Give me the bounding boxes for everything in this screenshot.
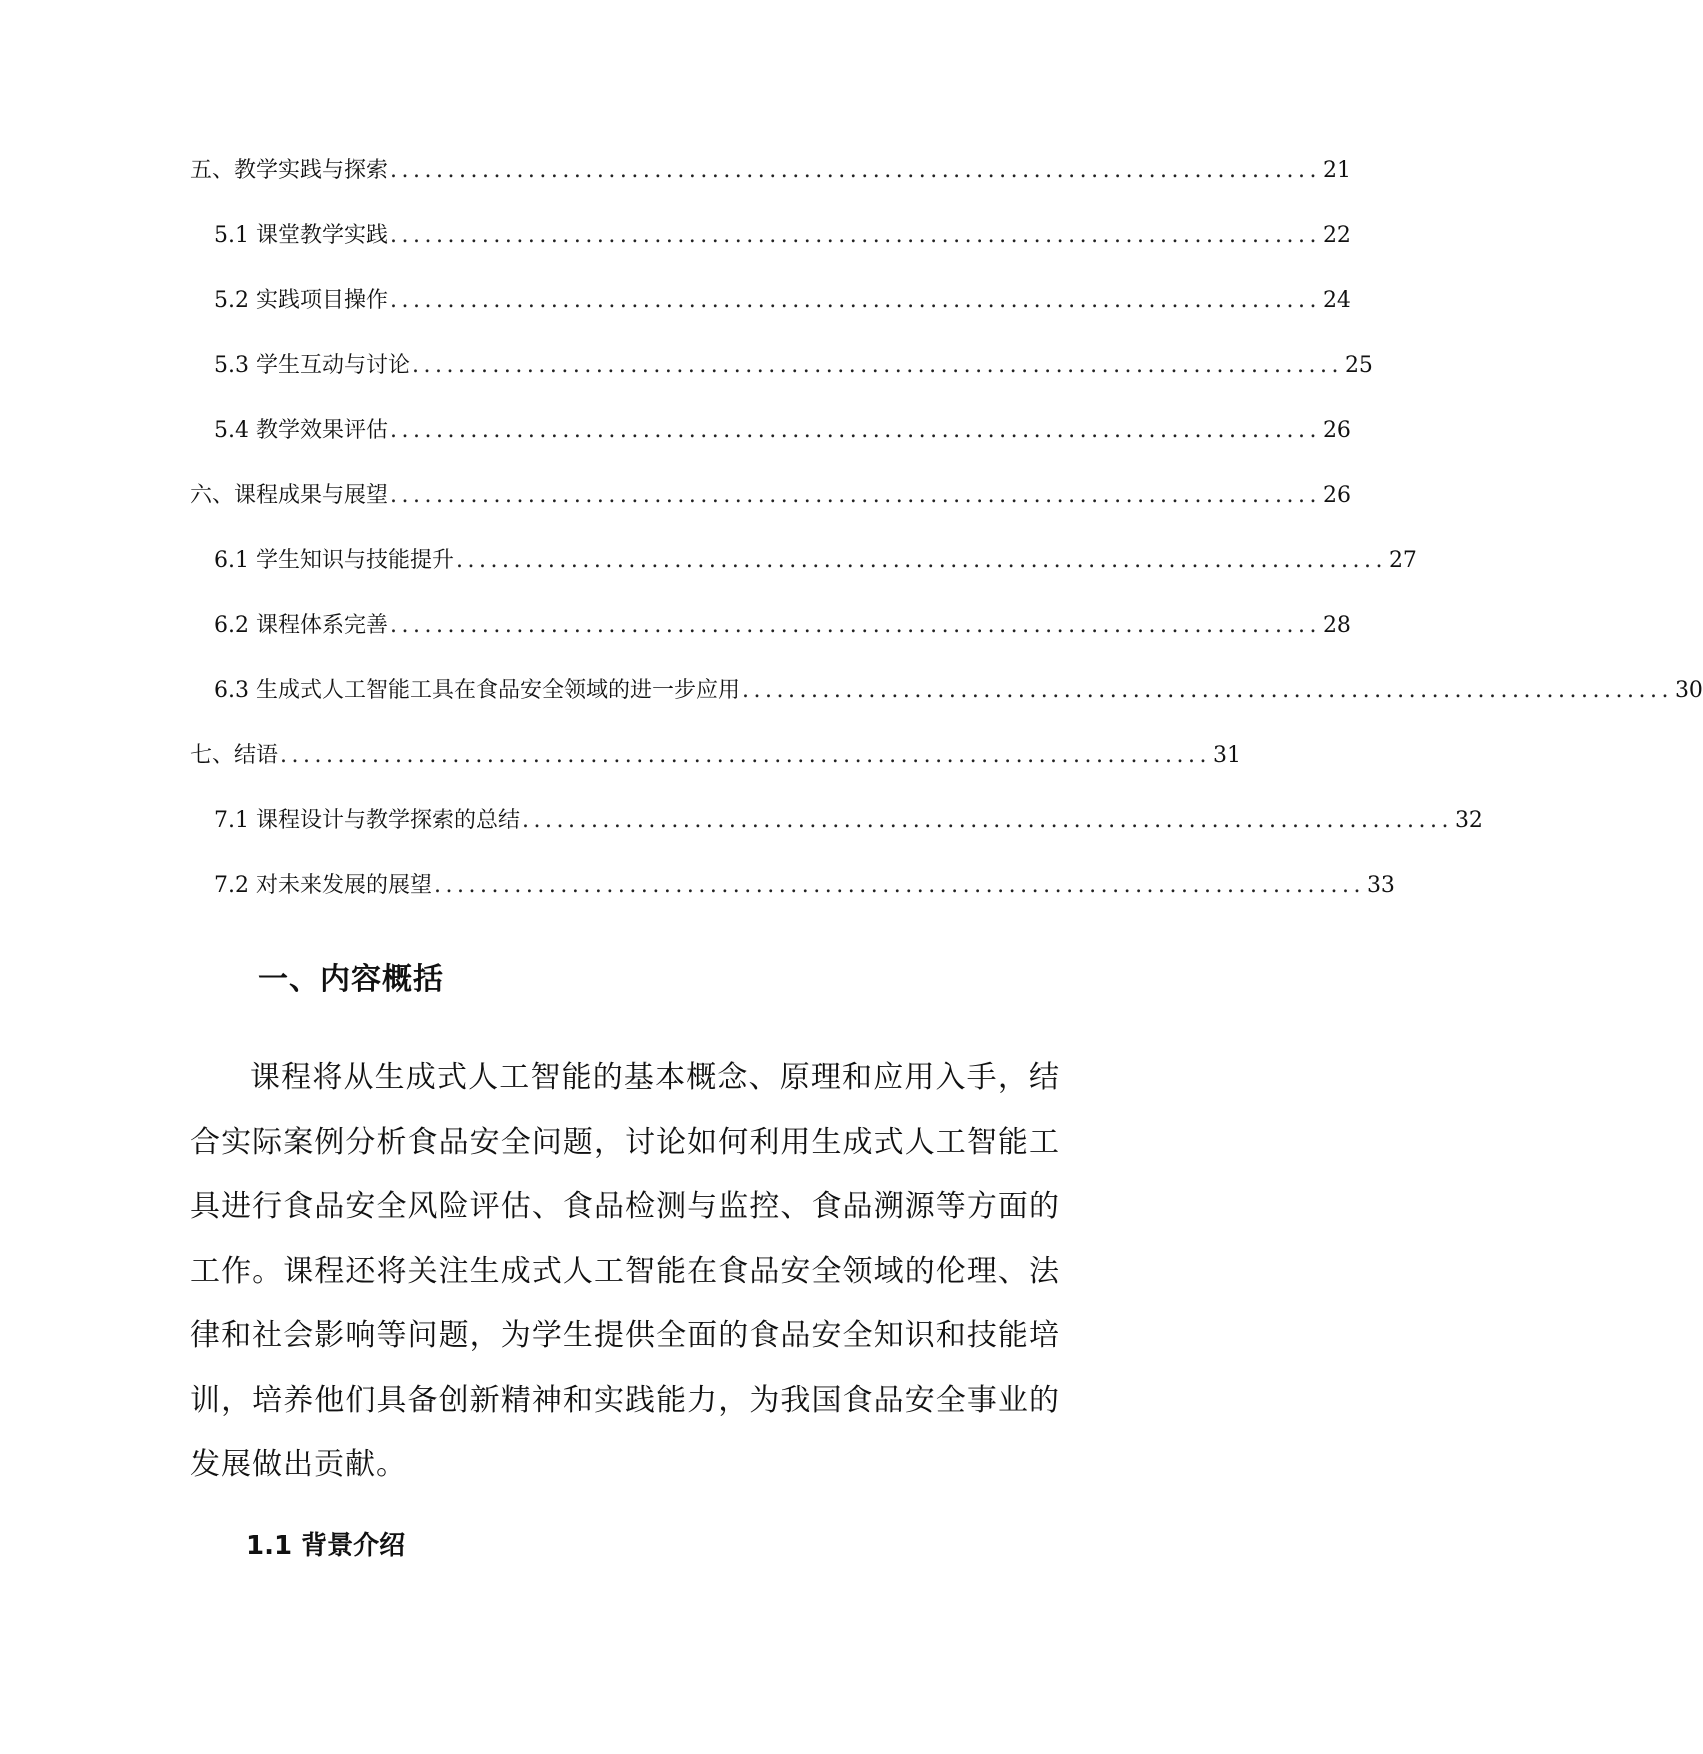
toc-entry-page: 25: [1344, 353, 1373, 378]
toc-entry-page: 26: [1322, 483, 1351, 508]
toc-entry-label: 6.3 生成式人工智能工具在食品安全领域的进一步应用: [214, 678, 740, 703]
toc-entry[interactable]: [190, 739, 1241, 773]
toc-leader-dots: .................................................................................: [280, 743, 1211, 768]
toc-entry-label: 五、教学实践与探索: [190, 158, 389, 183]
toc-leader-dots: .................................................................................: [390, 483, 1321, 508]
toc-entry-label: 六、课程成果与展望: [190, 483, 389, 508]
toc-entry[interactable]: [214, 414, 1351, 448]
toc-entry[interactable]: [214, 219, 1351, 253]
toc-leader-dots: .................................................................................: [389, 288, 1321, 313]
toc-entry-page: 28: [1322, 613, 1351, 638]
toc-entry-page: 32: [1454, 808, 1483, 833]
toc-entry-page: 22: [1322, 223, 1351, 248]
toc-leader-dots: .................................................................................: [389, 223, 1321, 248]
toc-entry-label: 5.3 学生互动与讨论: [214, 353, 410, 378]
toc-entry[interactable]: [214, 674, 1703, 708]
toc-entry-label: 5.2 实践项目操作: [214, 288, 388, 313]
toc-entry-label: 6.2 课程体系完善: [214, 613, 388, 638]
toc-entry[interactable]: [190, 154, 1351, 188]
toc-leader-dots: .................................................................................: [521, 808, 1453, 833]
toc-entry-page: 24: [1322, 288, 1351, 313]
toc-entry-label: 5.1 课堂教学实践: [214, 223, 388, 248]
toc-entry-page: 26: [1322, 418, 1351, 443]
toc-entry[interactable]: [214, 284, 1351, 318]
toc-entry[interactable]: [214, 804, 1483, 838]
toc-leader-dots: .................................................................................: [389, 418, 1321, 443]
toc-entry[interactable]: [214, 869, 1395, 903]
toc-entry[interactable]: [190, 479, 1351, 513]
toc-entry[interactable]: [214, 544, 1417, 578]
toc-entry-label: 7.1 课程设计与教学探索的总结: [214, 808, 520, 833]
toc-entry-page: 27: [1388, 548, 1417, 573]
toc-entry-label: 5.4 教学效果评估: [214, 418, 388, 443]
toc-entry-label: 7.2 对未来发展的展望: [214, 873, 432, 898]
summary-paragraph: 课程将从生成式人工智能的基本概念、原理和应用入手，结合实际案例分析食品安全问题，讨论如何利用生成式人工智能工具进行食品安全风险评估、食品检测与监控、食品溯源等方面的工作。课程还将关注生成式人工智能在食品安全领域的伦理、法律和社会影响等问题，为学生提供全面的食品安全知识和技能培训，培养他们具备创新精神和实践能力，为我国食品安全事业的发展做出贡献。: [190, 1060, 1060, 1482]
toc-leader-dots: .................................................................................: [389, 613, 1321, 638]
toc-leader-dots: .................................................................................: [433, 873, 1365, 898]
toc-entry-page: 21: [1322, 158, 1351, 183]
toc-leader-dots: .................................................................................: [741, 678, 1673, 703]
toc-entry-page: 30: [1674, 678, 1703, 703]
toc-leader-dots: .................................................................................: [455, 548, 1387, 573]
toc-entry-label: 七、结语: [190, 743, 279, 768]
toc-entry-label: 6.1 学生知识与技能提升: [214, 548, 454, 573]
toc-entry-page: 33: [1366, 873, 1395, 898]
subsection-heading: 1.1 背景介绍: [246, 1531, 406, 1561]
section-heading: 一、内容概括: [258, 962, 444, 997]
toc-entry[interactable]: [214, 349, 1373, 383]
toc-entry[interactable]: [214, 609, 1351, 643]
toc-leader-dots: .................................................................................: [390, 158, 1321, 183]
toc-leader-dots: .................................................................................: [411, 353, 1343, 378]
toc-entry-page: 31: [1212, 743, 1241, 768]
